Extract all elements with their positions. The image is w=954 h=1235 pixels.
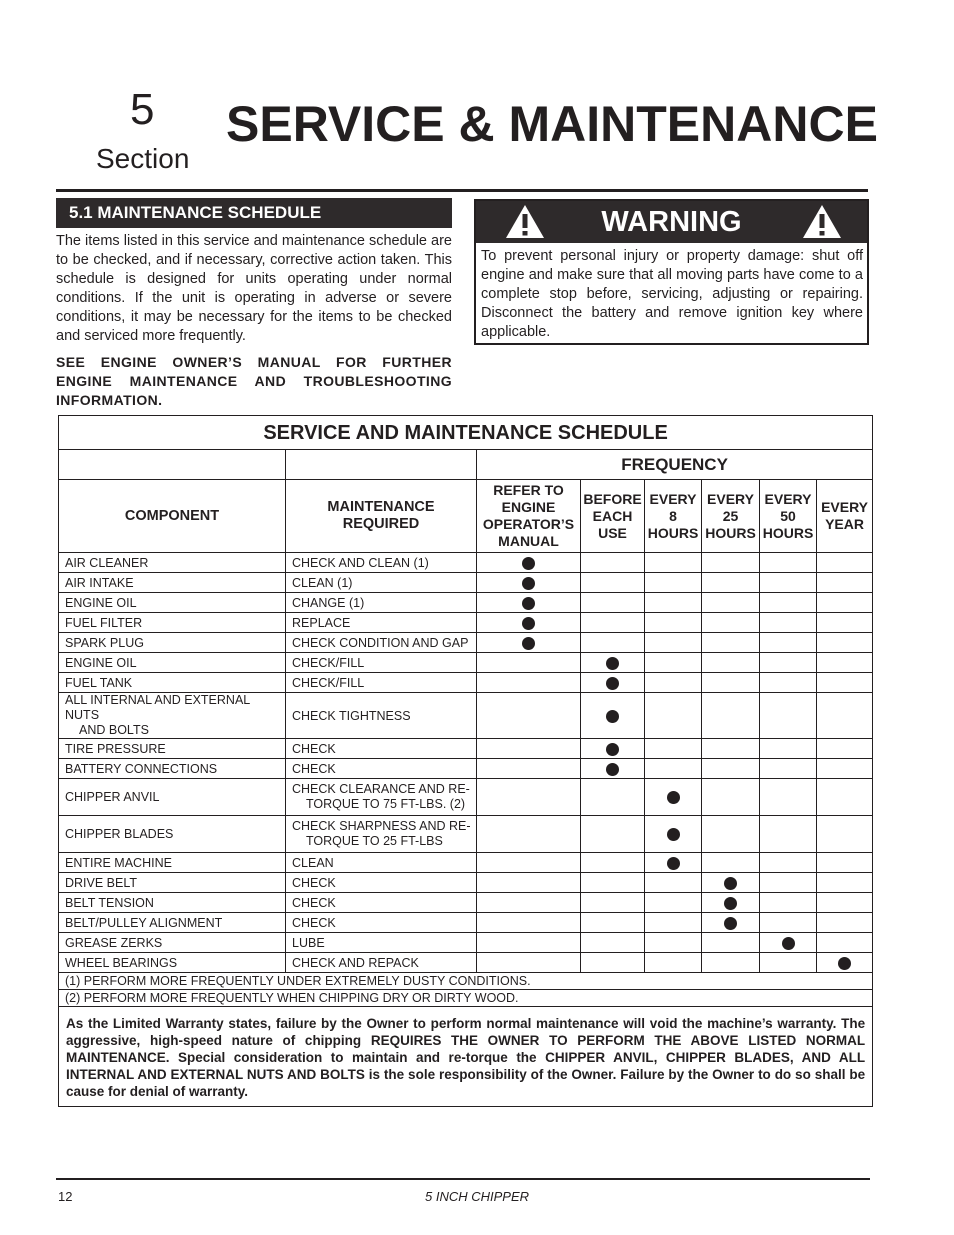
frequency-cell: [477, 613, 581, 633]
component-cell: [59, 933, 286, 953]
frequency-cell: [817, 759, 873, 779]
freq-column-header: EVERY YEAR: [817, 480, 873, 553]
frequency-cell: [702, 693, 760, 739]
frequency-cell: [817, 739, 873, 759]
frequency-cell: [817, 593, 873, 613]
document-title: 5 INCH CHIPPER: [424, 1189, 530, 1204]
schedule-dot-icon: [667, 828, 680, 841]
warning-text: To prevent personal injury or property damage: shut off engine and make sure that all moving parts have come to a complete stop before, servicing, adjusting or repairing. Disconnect the battery and remove ignition key where applicable.: [481, 248, 863, 340]
frequency-cell: [817, 693, 873, 739]
table-row: [59, 553, 873, 573]
maintenance-cell: [286, 873, 477, 893]
frequency-cell: [817, 853, 873, 873]
schedule-dot-icon: [667, 791, 680, 804]
component-cell: [59, 873, 286, 893]
component-cell: [59, 953, 286, 973]
frequency-cell: [817, 553, 873, 573]
frequency-cell: [760, 593, 817, 613]
component-cell: [59, 593, 286, 613]
table-row: [59, 673, 873, 693]
frequency-cell: [760, 653, 817, 673]
maintenance-cell: [286, 913, 477, 933]
component-cell: [59, 913, 286, 933]
schedule-dot-icon: [667, 857, 680, 870]
component-cell: [59, 779, 286, 816]
frequency-cell: [702, 816, 760, 853]
warning-title: WARNING: [601, 206, 742, 238]
frequency-cell: [760, 853, 817, 873]
page-title: SERVICE & MAINTENANCE: [226, 96, 878, 152]
frequency-cell: [581, 933, 645, 953]
schedule-dot-icon: [606, 743, 619, 756]
frequency-cell: [477, 633, 581, 653]
frequency-cell: [477, 779, 581, 816]
maintenance-column-label: MAINTENANCE REQUIRED: [327, 499, 435, 532]
frequency-cell: [477, 873, 581, 893]
frequency-cell: [645, 933, 702, 953]
component-cell: [59, 893, 286, 913]
frequency-cell: [702, 633, 760, 653]
frequency-cell: [702, 933, 760, 953]
maintenance-cell: [286, 893, 477, 913]
maintenance-text: CHECK CLEARANCE AND RE-: [292, 782, 470, 796]
maintenance-text: LUBE: [292, 935, 325, 950]
frequency-cell: [760, 673, 817, 693]
frequency-cell: [581, 613, 645, 633]
component-text: BELT TENSION: [65, 895, 154, 910]
frequency-cell: [702, 593, 760, 613]
frequency-cell: [477, 893, 581, 913]
table-row: [59, 593, 873, 613]
section-number: 5: [130, 85, 155, 134]
frequency-cell: [645, 893, 702, 913]
component-cell: [59, 853, 286, 873]
schedule-dot-icon: [522, 637, 535, 650]
engine-manual-note: SEE ENGINE OWNER’S MANUAL FOR FURTHER ENGINE MAINTENANCE AND TROUBLESHOOTING INFORMATION.: [56, 354, 452, 408]
frequency-cell: [760, 633, 817, 653]
frequency-cell: [760, 553, 817, 573]
frequency-cell: [702, 853, 760, 873]
frequency-cell: [702, 913, 760, 933]
frequency-cell: [477, 816, 581, 853]
schedule-dot-icon: [724, 917, 737, 930]
component-text: GREASE ZERKS: [65, 935, 163, 950]
frequency-cell: [645, 953, 702, 973]
frequency-cell: [645, 673, 702, 693]
component-cell: [59, 816, 286, 853]
frequency-cell: [581, 873, 645, 893]
frequency-cell: [581, 673, 645, 693]
component-text: BATTERY CONNECTIONS: [65, 761, 218, 776]
component-cell: [59, 573, 286, 593]
component-text: DRIVE BELT: [65, 875, 138, 890]
frequency-cell: [702, 779, 760, 816]
table-row: [59, 893, 873, 913]
frequency-cell: [477, 593, 581, 613]
frequency-cell: [645, 633, 702, 653]
maintenance-cell: [286, 673, 477, 693]
frequency-cell: [581, 759, 645, 779]
component-text: TIRE PRESSURE: [65, 741, 166, 756]
component-text: ENGINE OIL: [65, 595, 137, 610]
frequency-cell: [645, 759, 702, 779]
component-text: SPARK PLUG: [65, 635, 144, 650]
component-text: ENTIRE MACHINE: [65, 855, 172, 870]
component-text: WHEEL BEARINGS: [65, 955, 178, 970]
maintenance-column-header: [286, 480, 477, 553]
frequency-cell: [760, 953, 817, 973]
frequency-cell: [645, 816, 702, 853]
freq-column-header: EVERY 8 HOURS: [645, 480, 702, 553]
frequency-cell: [702, 653, 760, 673]
frequency-cell: [581, 893, 645, 913]
schedule-dot-icon: [522, 557, 535, 570]
frequency-cell: [760, 573, 817, 593]
component-cell: [59, 633, 286, 653]
frequency-cell: [702, 573, 760, 593]
frequency-cell: [477, 953, 581, 973]
frequency-cell: [817, 653, 873, 673]
frequency-cell: [817, 573, 873, 593]
maintenance-cell: [286, 739, 477, 759]
schedule-dot-icon: [606, 710, 619, 723]
frequency-cell: [477, 693, 581, 739]
frequency-cell: [645, 853, 702, 873]
table-row: [59, 693, 873, 739]
frequency-cell: [645, 873, 702, 893]
component-column-header: COMPONENT: [59, 480, 286, 553]
component-text: ALL INTERNAL AND EXTERNAL NUTS: [65, 693, 250, 722]
frequency-cell: [645, 653, 702, 673]
freq-column-header: EVERY 50 HOURS: [760, 480, 817, 553]
maintenance-text: CLEAN (1): [292, 575, 353, 590]
schedule-dot-icon: [522, 597, 535, 610]
maintenance-text: CHECK: [292, 915, 336, 930]
frequency-cell: [702, 673, 760, 693]
frequency-cell: [817, 779, 873, 816]
frequency-cell: [581, 653, 645, 673]
warranty-statement: As the Limited Warranty states, failure by the Owner to perform normal maintenance will void the machine’s warranty. The aggressive, high-speed nature of chipping REQUIRES THE OWNER TO PERFORM THE ABOVE LISTED NORMAL MAINTENANCE. Special consideration to maintain and re-torque the CHIPPER ANVIL, CHIPPER BLADES, AND ALL INTERNAL AND EXTERNAL NUTS AND BOLTS is the sole responsibility of the Owner. Failure by the Owner to do so shall be cause for denial of warranty.: [59, 1007, 873, 1107]
maintenance-text: CHECK AND REPACK: [292, 955, 419, 970]
blank-header-cell: [286, 450, 477, 480]
frequency-cell: [477, 933, 581, 953]
schedule-dot-icon: [606, 763, 619, 776]
maintenance-text: CHECK TIGHTNESS: [292, 708, 411, 723]
table-row: [59, 933, 873, 953]
frequency-cell: [702, 953, 760, 973]
table-row: [59, 953, 873, 973]
component-cell: [59, 653, 286, 673]
maintenance-text: CHECK: [292, 895, 336, 910]
frequency-cell: [817, 913, 873, 933]
frequency-cell: [645, 693, 702, 739]
schedule-dot-icon: [782, 937, 795, 950]
maintenance-text: CHECK: [292, 761, 336, 776]
frequency-cell: [477, 759, 581, 779]
table-row: [59, 633, 873, 653]
frequency-cell: [760, 816, 817, 853]
frequency-cell: [702, 739, 760, 759]
table-row: [59, 653, 873, 673]
frequency-cell: [760, 873, 817, 893]
frequency-cell: [645, 739, 702, 759]
frequency-cell: [477, 853, 581, 873]
intro-paragraph: The items listed in this service and maintenance schedule are to be checked, and if necessary, corrective action taken. This schedule is designed for units operating under normal conditions. If the unit is operating in adverse or severe conditions, it may be necessary for the items to be checked and serviced more frequently.: [56, 233, 452, 344]
maintenance-text: REPLACE: [292, 615, 351, 630]
frequency-cell: [702, 553, 760, 573]
footnote-2: (2) PERFORM MORE FREQUENTLY WHEN CHIPPING DRY OR DIRTY WOOD.: [59, 990, 873, 1007]
frequency-cell: [581, 913, 645, 933]
frequency-cell: [581, 816, 645, 853]
schedule-dot-icon: [724, 897, 737, 910]
blank-header-cell: [59, 450, 286, 480]
frequency-cell: [477, 739, 581, 759]
component-cell: [59, 759, 286, 779]
freq-column-header: EVERY 25 HOURS: [702, 480, 760, 553]
maintenance-cell: [286, 759, 477, 779]
maintenance-cell: [286, 653, 477, 673]
frequency-cell: [645, 913, 702, 933]
frequency-cell: [817, 953, 873, 973]
frequency-cell: [702, 873, 760, 893]
table-row: [59, 853, 873, 873]
maintenance-text: CHECK/FILL: [292, 655, 365, 670]
maintenance-cell: [286, 613, 477, 633]
frequency-cell: [477, 653, 581, 673]
frequency-cell: [760, 693, 817, 739]
frequency-cell: [817, 873, 873, 893]
frequency-cell: [760, 759, 817, 779]
frequency-cell: [477, 553, 581, 573]
warning-triangle-icon: [802, 204, 842, 239]
table-row: [59, 873, 873, 893]
section-word: Section: [96, 143, 190, 174]
frequency-cell: [702, 893, 760, 913]
component-text: AIR INTAKE: [65, 575, 134, 590]
maintenance-cell: [286, 816, 477, 853]
maintenance-cell: [286, 633, 477, 653]
component-text: FUEL FILTER: [65, 615, 143, 630]
frequency-cell: [645, 573, 702, 593]
table-row: [59, 816, 873, 853]
frequency-cell: [645, 613, 702, 633]
freq-column-header: BEFORE EACH USE: [581, 480, 645, 553]
component-text: BELT/PULLEY ALIGNMENT: [65, 915, 223, 930]
maintenance-cell: [286, 779, 477, 816]
frequency-cell: [581, 553, 645, 573]
maintenance-text: CHECK AND CLEAN (1): [292, 555, 429, 570]
component-text: AIR CLEANER: [65, 555, 149, 570]
schedule-dot-icon: [724, 877, 737, 890]
component-cell: [59, 693, 286, 739]
maintenance-text: CHANGE (1): [292, 595, 365, 610]
frequency-cell: [817, 893, 873, 913]
frequency-cell: [581, 573, 645, 593]
schedule-dot-icon: [522, 577, 535, 590]
table-row: [59, 739, 873, 759]
table-row: [59, 913, 873, 933]
component-text: CHIPPER BLADES: [65, 827, 174, 841]
maintenance-text: CHECK: [292, 875, 336, 890]
frequency-cell: [760, 779, 817, 816]
schedule-dot-icon: [606, 677, 619, 690]
component-cell: [59, 553, 286, 573]
maintenance-text: CHECK SHARPNESS AND RE-: [292, 819, 471, 833]
table-row: [59, 779, 873, 816]
frequency-cell: [477, 573, 581, 593]
frequency-cell: [581, 593, 645, 613]
frequency-cell: [581, 779, 645, 816]
maintenance-cell: [286, 593, 477, 613]
frequency-cell: [581, 633, 645, 653]
frequency-cell: [581, 693, 645, 739]
freq-column-header: REFER TO ENGINE OPERATOR’S MANUAL: [477, 480, 581, 553]
maintenance-cell: [286, 953, 477, 973]
frequency-cell: [817, 933, 873, 953]
frequency-cell: [817, 633, 873, 653]
frequency-cell: [760, 739, 817, 759]
frequency-cell: [581, 853, 645, 873]
frequency-cell: [645, 779, 702, 816]
component-text-line2: AND BOLTS: [79, 723, 149, 737]
frequency-cell: [760, 613, 817, 633]
frequency-cell: [760, 913, 817, 933]
table-row: [59, 759, 873, 779]
maintenance-text: CLEAN: [292, 855, 334, 870]
warning-box: [474, 199, 869, 345]
schedule-dot-icon: [838, 957, 851, 970]
table-row: [59, 573, 873, 593]
maintenance-schedule-table: [58, 415, 873, 1107]
page-number: 12: [58, 1189, 73, 1204]
maintenance-text: CHECK CONDITION AND GAP: [292, 635, 469, 650]
component-text: ENGINE OIL: [65, 655, 137, 670]
schedule-title: SERVICE AND MAINTENANCE SCHEDULE: [59, 416, 873, 450]
maintenance-schedule-heading: 5.1 MAINTENANCE SCHEDULE: [56, 198, 452, 228]
frequency-cell: [702, 613, 760, 633]
maintenance-cell: [286, 853, 477, 873]
frequency-cell: [817, 613, 873, 633]
frequency-cell: [760, 933, 817, 953]
frequency-cell: [581, 739, 645, 759]
frequency-cell: [645, 593, 702, 613]
maintenance-text-line2: TORQUE TO 25 FT-LBS: [306, 834, 443, 848]
maintenance-cell: [286, 933, 477, 953]
frequency-cell: [477, 673, 581, 693]
component-cell: [59, 739, 286, 759]
component-text: CHIPPER ANVIL: [65, 790, 160, 804]
schedule-dot-icon: [522, 617, 535, 630]
component-cell: [59, 613, 286, 633]
frequency-cell: [645, 553, 702, 573]
title-rule: [56, 189, 868, 192]
frequency-cell: [581, 953, 645, 973]
frequency-cell: [702, 759, 760, 779]
frequency-header: FREQUENCY: [477, 450, 873, 480]
table-row: [59, 613, 873, 633]
warning-header: [476, 201, 867, 243]
maintenance-cell: [286, 553, 477, 573]
schedule-dot-icon: [606, 657, 619, 670]
maintenance-cell: [286, 573, 477, 593]
maintenance-cell: [286, 693, 477, 739]
frequency-cell: [760, 893, 817, 913]
frequency-cell: [817, 673, 873, 693]
maintenance-text-line2: TORQUE TO 75 FT-LBS. (2): [306, 797, 466, 811]
frequency-cell: [477, 913, 581, 933]
footnote-1: (1) PERFORM MORE FREQUENTLY UNDER EXTREMELY DUSTY CONDITIONS.: [59, 973, 873, 990]
component-text: FUEL TANK: [65, 675, 133, 690]
maintenance-text: CHECK/FILL: [292, 675, 365, 690]
frequency-cell: [817, 816, 873, 853]
footer-rule: [56, 1178, 870, 1180]
maintenance-text: CHECK: [292, 741, 336, 756]
component-cell: [59, 673, 286, 693]
